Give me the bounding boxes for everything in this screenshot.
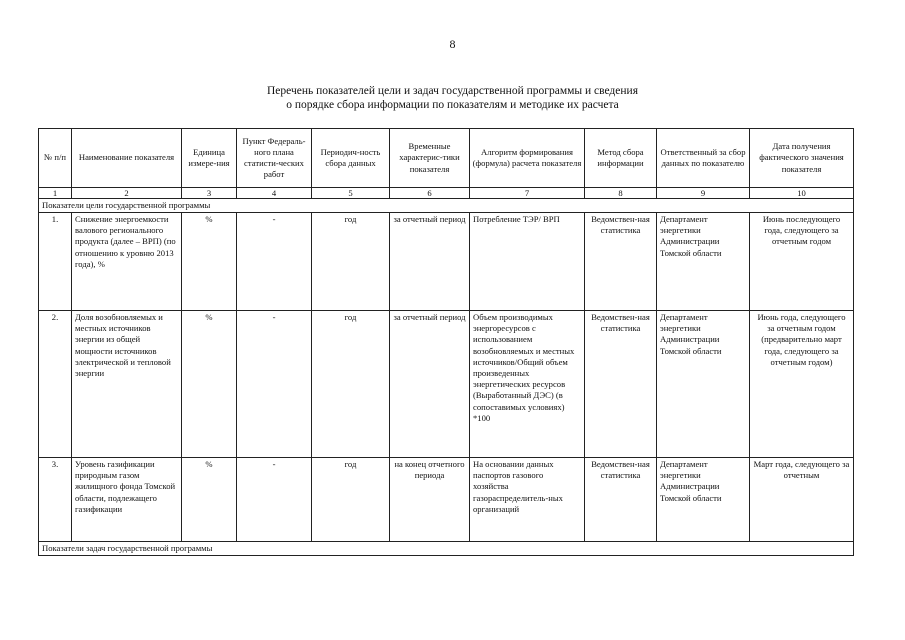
indicators-table xyxy=(38,128,854,556)
cell-time-characteristics: на конец отчетного периода xyxy=(390,458,470,542)
header-date-received: Дата получения фактического значения показателя xyxy=(750,129,854,188)
cell-unit: % xyxy=(182,311,237,458)
column-number: 3 xyxy=(182,188,237,199)
cell-collection-method: Ведомствен-ная статистика xyxy=(585,311,657,458)
cell-collection-method: Ведомствен-ная статистика xyxy=(585,458,657,542)
section-row xyxy=(39,199,854,213)
cell-date-received: Март года, следующего за отчетным xyxy=(750,458,854,542)
cell-indicator-name: Снижение энергоемкости валового регионального продукта (далее – ВРП) (по отношению к уровню 2013 года), % xyxy=(72,213,182,311)
cell-date-received: Июнь последующего года, следующего за отчетным годом xyxy=(750,213,854,311)
cell-periodicity: год xyxy=(312,311,390,458)
header-responsible: Ответственный за сбор данных по показателю xyxy=(657,129,750,188)
column-number: 4 xyxy=(237,188,312,199)
cell-date-received: Июнь года, следующего за отчетным годом (предварительно март года, следующего за отчетным годом) xyxy=(750,311,854,458)
cell-responsible: Департамент энергетики Администрации Томской области xyxy=(657,458,750,542)
table-row xyxy=(39,213,854,311)
header-periodicity: Периодич-ность сбора данных xyxy=(312,129,390,188)
cell-periodicity: год xyxy=(312,458,390,542)
cell-algorithm: Потребление ТЭР/ ВРП xyxy=(470,213,585,311)
cell-responsible: Департамент энергетики Администрации Томской области xyxy=(657,213,750,311)
column-number: 5 xyxy=(312,188,390,199)
header-number: № п/п xyxy=(39,129,72,188)
header-indicator-name: Наименование показателя xyxy=(72,129,182,188)
cell-federal-plan-item: - xyxy=(237,458,312,542)
table-row xyxy=(39,311,854,458)
column-number-row xyxy=(39,188,854,199)
cell-indicator-name: Доля возобновляемых и местных источников энергии из общей мощности источников электрической и тепловой энергии xyxy=(72,311,182,458)
page-number: 8 xyxy=(449,37,456,51)
column-number: 6 xyxy=(390,188,470,199)
cell-unit: % xyxy=(182,213,237,311)
cell-time-characteristics: за отчетный период xyxy=(390,311,470,458)
cell-algorithm: Объем производимых энергоресурсов с использованием возобновляемых и местных источников/Общий объем произведенных энергетических ресурсов (Выработанный ДЭС) (в сопоставимых условиях) *100 xyxy=(470,311,585,458)
cell-periodicity: год xyxy=(312,213,390,311)
header-unit: Единица измере-ния xyxy=(182,129,237,188)
header-algorithm: Алгоритм формирования (формула) расчета показателя xyxy=(470,129,585,188)
cell-number: 3. xyxy=(39,458,72,542)
cell-federal-plan-item: - xyxy=(237,311,312,458)
cell-algorithm: На основании данных паспортов газового хозяйства газораспределитель-ных организаций xyxy=(470,458,585,542)
table-row xyxy=(39,458,854,542)
column-number: 1 xyxy=(39,188,72,199)
section-goal-indicators: Показатели цели государственной программы xyxy=(39,199,854,213)
cell-collection-method: Ведомствен-ная статистика xyxy=(585,213,657,311)
header-federal-plan-item: Пункт Федераль-ного плана статисти-ческих работ xyxy=(237,129,312,188)
header-time-characteristics: Временные характерис-тики показателя xyxy=(390,129,470,188)
column-number: 2 xyxy=(72,188,182,199)
cell-time-characteristics: за отчетный период xyxy=(390,213,470,311)
document-title-line-1: Перечень показателей цели и задач государственной программы и сведения xyxy=(267,85,638,97)
section-task-indicators: Показатели задач государственной программы xyxy=(39,542,854,556)
header-collection-method: Метод сбора информации xyxy=(585,129,657,188)
section-row xyxy=(39,542,854,556)
column-number: 9 xyxy=(657,188,750,199)
document-title-line-2: о порядке сбора информации по показателям и методике их расчета xyxy=(286,99,619,111)
cell-indicator-name: Уровень газификации природным газом жилищного фонда Томской области, подлежащего газификации xyxy=(72,458,182,542)
cell-responsible: Департамент энергетики Администрации Томской области xyxy=(657,311,750,458)
document-title xyxy=(0,84,905,112)
column-number: 7 xyxy=(470,188,585,199)
cell-federal-plan-item: - xyxy=(237,213,312,311)
column-number: 8 xyxy=(585,188,657,199)
table-header-row xyxy=(39,129,854,188)
column-number: 10 xyxy=(750,188,854,199)
cell-number: 1. xyxy=(39,213,72,311)
cell-unit: % xyxy=(182,458,237,542)
cell-number: 2. xyxy=(39,311,72,458)
